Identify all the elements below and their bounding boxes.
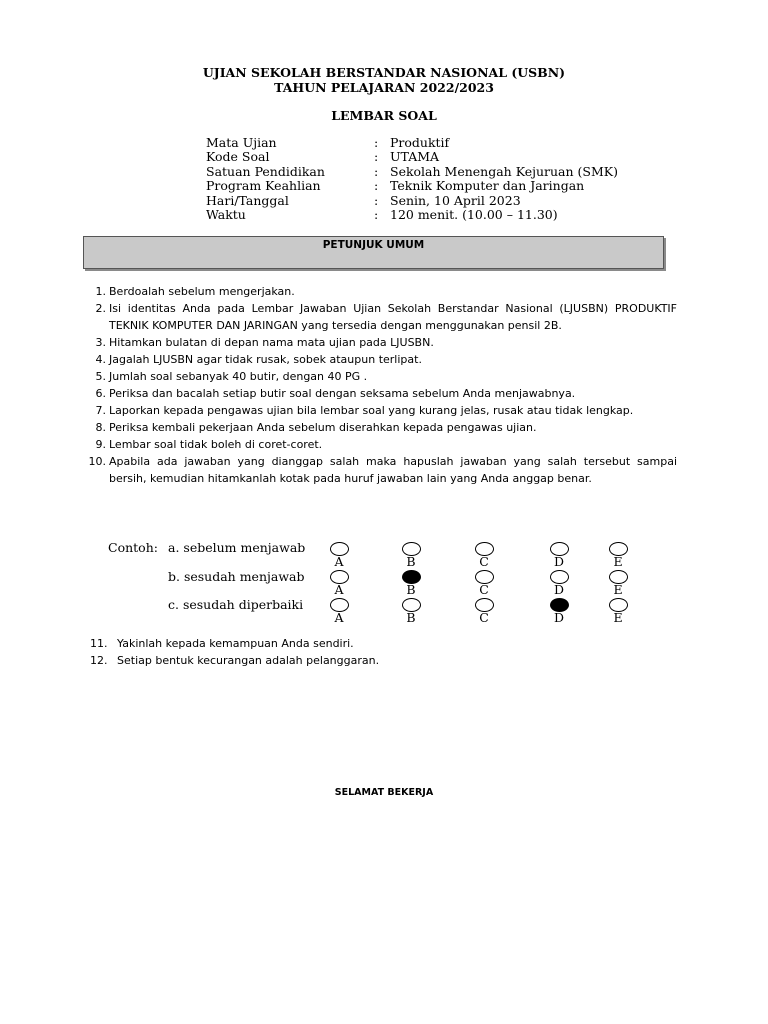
example-row-label: b. sesudah menjawab: [168, 569, 305, 584]
answer-letter: B: [406, 610, 416, 625]
item-text: Yakinlah kepada kemampuan Anda sendiri.: [117, 637, 354, 650]
item-number: 8.: [95, 421, 106, 434]
answer-letter: B: [406, 582, 416, 597]
info-value: 120 menit. (10.00 – 11.30): [390, 206, 558, 222]
info-colon: :: [374, 206, 379, 222]
info-value: Senin, 10 April 2023: [390, 192, 521, 208]
answer-example: [108, 540, 668, 630]
info-colon: :: [374, 135, 379, 150]
answer-letter: E: [613, 582, 623, 597]
answer-letter: A: [334, 582, 344, 597]
item-number: 3.: [95, 336, 106, 349]
item-number: 4.: [95, 353, 106, 366]
instruction-item: [82, 368, 677, 385]
info-label: Waktu: [206, 206, 246, 222]
instruction-list: [82, 283, 677, 487]
info-label: Kode Soal: [206, 149, 270, 165]
answer-letter: C: [479, 554, 489, 569]
info-label: Hari/Tanggal: [206, 192, 289, 208]
item-text: Periksa kembali pekerjaan Anda sebelum diserahkan kepada pengawas ujian.: [109, 421, 537, 434]
info-value: Teknik Komputer dan Jaringan: [390, 178, 585, 194]
answer-letter: A: [334, 554, 344, 569]
info-value: Produktif: [390, 135, 450, 150]
answer-letter: C: [479, 610, 489, 625]
item-text: Berdoalah sebelum mengerjakan.: [109, 285, 295, 298]
item-text: Isi identitas Anda pada Lembar Jawaban Ujian Sekolah Berstandar Nasional (LJUSBN) PRODUKTIF TEKNIK KOMPUTER DAN JARINGAN yang tersedia dengan menggunakan pensil 2B.: [109, 302, 677, 332]
answer-letter: E: [613, 554, 623, 569]
answer-letter: D: [553, 554, 565, 569]
item-text: Setiap bentuk kecurangan adalah pelanggaran.: [117, 654, 380, 667]
answer-letter: A: [334, 610, 344, 625]
info-colon: :: [374, 163, 379, 179]
info-label: Program Keahlian: [206, 178, 321, 194]
answer-letter: C: [479, 582, 489, 597]
instruction-item: [82, 283, 677, 300]
instruction-item: [82, 334, 677, 351]
answer-letter: E: [613, 610, 623, 625]
example-prefix: Contoh:: [108, 540, 158, 555]
exam-title: UJIAN SEKOLAH BERSTANDAR NASIONAL (USBN): [202, 65, 566, 80]
item-number: 1.: [95, 285, 106, 298]
item-number: 10.: [88, 455, 106, 468]
instruction-item: [82, 436, 677, 453]
info-colon: :: [374, 149, 379, 165]
item-number: 9.: [95, 438, 106, 451]
info-label: Satuan Pendidikan: [206, 163, 325, 179]
info-value: Sekolah Menengah Kejuruan (SMK): [390, 163, 618, 179]
example-row-label: c. sesudah diperbaiki: [168, 597, 304, 612]
info-colon: :: [374, 178, 379, 194]
item-number: 11.: [90, 637, 108, 650]
item-number: 6.: [95, 387, 106, 400]
item-number: 2.: [95, 302, 106, 315]
answer-letter: D: [553, 610, 565, 625]
info-colon: :: [374, 192, 379, 208]
info-label: Mata Ujian: [206, 135, 277, 150]
example-row-label: a. sebelum menjawab: [168, 540, 306, 555]
instruction-item: [82, 385, 677, 402]
item-number: 7.: [95, 404, 106, 417]
academic-year: TAHUN PELAJARAN 2022/2023: [274, 80, 494, 95]
item-text: Lembar soal tidak boleh di coret-coret.: [109, 438, 323, 451]
instruction-item: [82, 402, 677, 419]
item-text: Apabila ada jawaban yang dianggap salah maka hapuslah jawaban yang salah tersebut sampai bersih, kemudian hitamkanlah kotak pada huruf jawaban lain yang Anda anggap benar.: [109, 455, 677, 485]
banner-label: PETUNJUK UMUM: [322, 239, 425, 251]
item-text: Periksa dan bacalah setiap butir soal dengan seksama sebelum Anda menjawabnya.: [109, 387, 576, 400]
instruction-item: [82, 300, 677, 334]
item-text: Jumlah soal sebanyak 40 butir, dengan 40 PG .: [109, 370, 368, 383]
answer-letter: D: [553, 582, 565, 597]
general-instructions-banner: [83, 236, 664, 269]
instruction-item: [82, 453, 677, 487]
item-text: Hitamkan bulatan di depan nama mata ujian pada LJUSBN.: [109, 336, 434, 349]
info-value: UTAMA: [390, 149, 440, 165]
item-number: 5.: [95, 370, 106, 383]
item-text: Laporkan kepada pengawas ujian bila lembar soal yang kurang jelas, rusak atau tidak lengkap.: [109, 404, 634, 417]
item-number: 12.: [90, 654, 108, 667]
instruction-item: [82, 419, 677, 436]
instruction-list-continued: [90, 635, 670, 669]
instruction-item: [90, 652, 670, 669]
answer-letter: B: [406, 554, 416, 569]
item-text: Jagalah LJUSBN agar tidak rusak, sobek ataupun terlipat.: [109, 353, 422, 366]
instruction-item: [90, 635, 670, 652]
instruction-item: [82, 351, 677, 368]
sheet-title: LEMBAR SOAL: [331, 108, 437, 123]
closing-message: SELAMAT BEKERJA: [334, 787, 434, 798]
